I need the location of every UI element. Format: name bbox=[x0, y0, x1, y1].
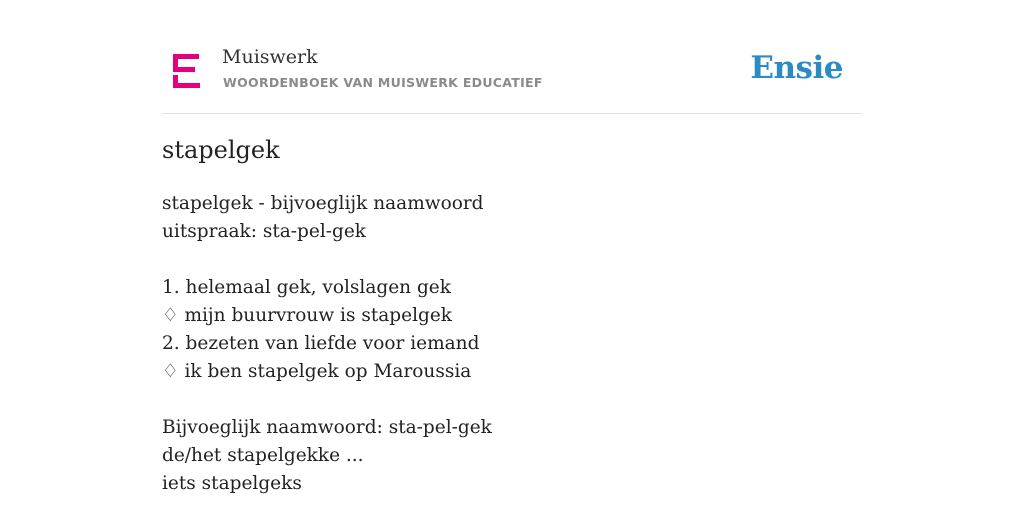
definition-body bbox=[162, 190, 492, 498]
definition-line: Bijvoeglijk naamwoord: sta-pel-gek bbox=[162, 417, 492, 438]
logo-bar-upper-short bbox=[173, 54, 178, 69]
definition-line: de/het stapelgekke ... bbox=[162, 445, 364, 466]
ensie-brand-link[interactable]: Ensie bbox=[750, 50, 843, 86]
definition-line-blank bbox=[162, 386, 492, 414]
site-header bbox=[162, 0, 862, 114]
definition-line: stapelgek - bijvoeglijk naamwoord bbox=[162, 193, 484, 214]
logo-bar-middle bbox=[173, 67, 195, 72]
muiswerk-logo-icon bbox=[173, 54, 200, 88]
source-name: Muiswerk bbox=[222, 46, 318, 68]
source-subtitle: WOORDENBOEK VAN MUISWERK EDUCATIEF bbox=[223, 75, 543, 90]
definition-line-blank bbox=[162, 246, 492, 274]
definition-line: uitspraak: sta-pel-gek bbox=[162, 221, 366, 242]
word-title: stapelgek bbox=[162, 136, 280, 164]
definition-line: iets stapelgeks bbox=[162, 473, 302, 494]
logo-bar-bottom bbox=[173, 83, 200, 88]
definition-line: 2. bezeten van liefde voor iemand bbox=[162, 333, 480, 354]
definition-line: 1. helemaal gek, volslagen gek bbox=[162, 277, 451, 298]
example-line: ♢ ik ben stapelgek op Maroussia bbox=[162, 361, 472, 382]
example-line: ♢ mijn buurvrouw is stapelgek bbox=[162, 305, 452, 326]
